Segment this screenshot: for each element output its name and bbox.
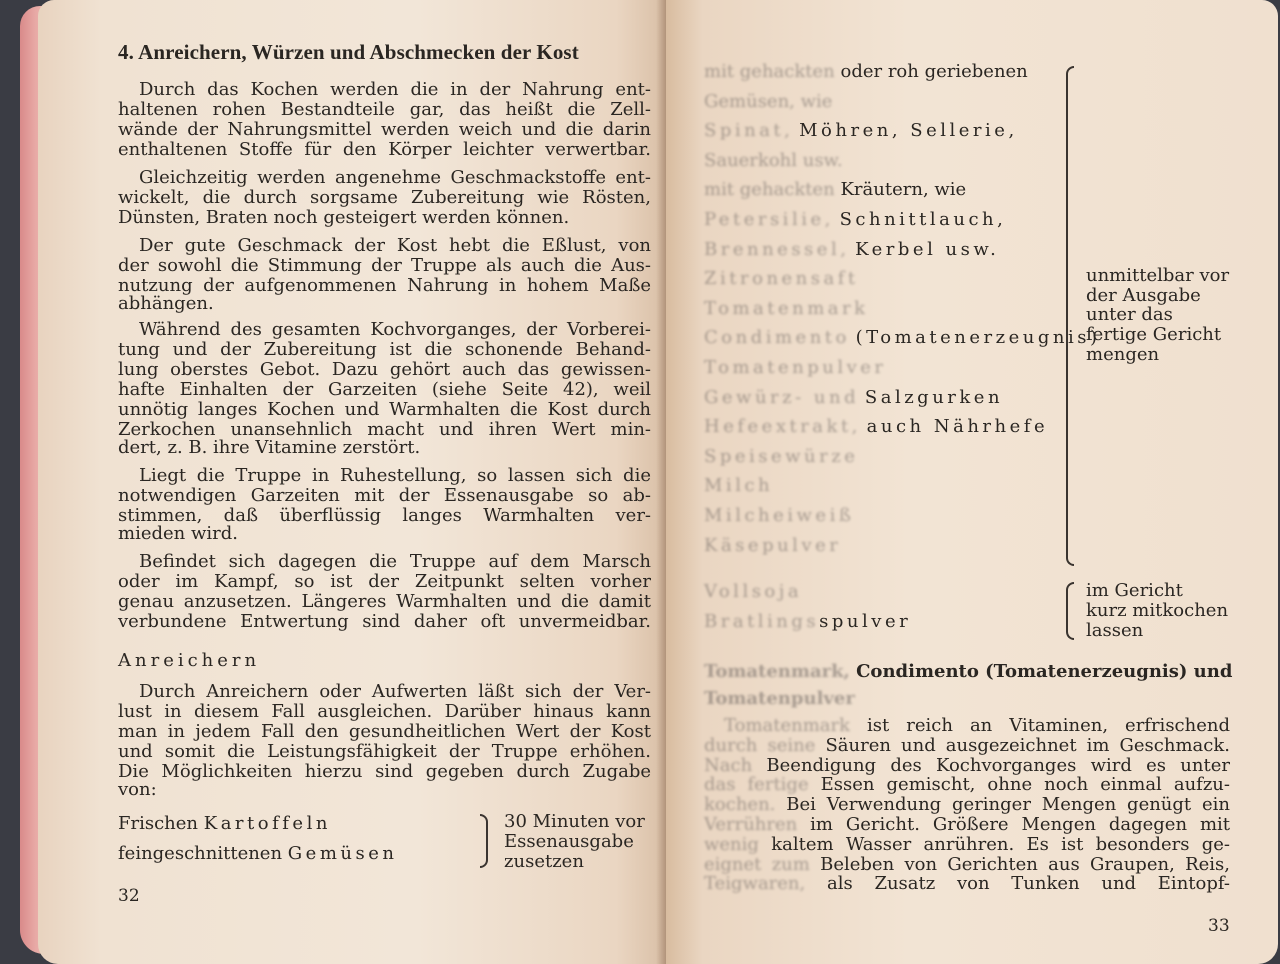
left-page [38, 0, 666, 964]
list-text: spulver [819, 611, 912, 632]
list-text: Salzgurken [864, 386, 1004, 408]
text-line [704, 775, 1230, 795]
faded-text: Gemüsen, wie [704, 90, 833, 112]
list-item [704, 180, 966, 200]
text-line: haltenen rohen Bestandteile gar, das heißt die Zell- [118, 99, 651, 120]
faded-text: Milch [704, 475, 774, 497]
list-item [704, 447, 858, 467]
text-line: Durch Anreichern oder Aufwerten läßt sich der Ver- [139, 681, 651, 702]
list-item [704, 536, 841, 556]
para-text: Essen gemischt, ohne noch einmal aufzu- [820, 774, 1230, 796]
list-item: Frischen Kartoffeln [118, 813, 331, 834]
para-text: Beleben von Gerichten aus Graupen, Reis, [820, 853, 1230, 875]
faded-text: Käsepulver [704, 534, 842, 556]
faded-text: Bratlings [704, 611, 820, 632]
faded-text: Zitronensaft [704, 268, 859, 290]
brace-note-line: mengen [1086, 344, 1160, 365]
faded-text: Tomatenmark [704, 297, 869, 319]
list-item [704, 476, 773, 496]
list-item [704, 506, 854, 526]
text-line [704, 795, 1230, 815]
text-line: lust in diesem Fall ausgleichen. Darüber hinaus kann [118, 701, 651, 722]
section-heading: 4. Anreichern, Würzen und Abschmecken der Kost [118, 40, 579, 64]
faded-text: Vollsoja [704, 581, 803, 602]
para-text: im Gericht. Größere Mengen dagegen mit [810, 814, 1231, 835]
faded-text: wenig [704, 833, 759, 855]
para-text: ist reich an Vitaminen, erfrischend [867, 715, 1230, 736]
list-item [704, 612, 911, 632]
brace-note-line: im Gericht [1086, 580, 1183, 601]
text-line: nutzung der aufgenommenen Nahrung in hohem Maße [118, 275, 651, 296]
brace-note-line: unter das [1086, 304, 1173, 325]
faded-text: Tomatenmark [724, 715, 851, 736]
faded-text: Nach [704, 754, 753, 776]
text-line: Liegt die Truppe in Ruhestellung, so lassen sich die [139, 465, 651, 486]
para-text: Beendigung des Kochvorganges wird es unter [766, 754, 1230, 776]
list-item [704, 240, 999, 260]
faded-text: durch seine [704, 734, 816, 756]
text-line: notwendigen Garzeiten mit der Essenausgabe so ab- [118, 485, 651, 506]
text-line: wände der Nahrungsmittel werden weich und die darin [118, 119, 651, 140]
text-line [704, 855, 1230, 875]
brace-icon [480, 814, 488, 868]
faded-text: Verrühren [704, 814, 798, 835]
text-line: Gleichzeitig werden angenehme Geschmackstoffe ent- [139, 167, 651, 188]
text-line: stimmen, daß überflüssig langes Warmhalten ver- [118, 505, 651, 526]
list-item [704, 582, 802, 602]
text-line: abhängen. [118, 293, 214, 314]
list-item [704, 328, 1100, 348]
list-item [704, 388, 1003, 408]
brace-note-line: zusetzen [504, 851, 584, 872]
section-heading: Tomatenmark, Condimento (Tomatenerzeugnis) und [704, 661, 1233, 682]
list-text: Kerbel usw. [855, 238, 1000, 260]
text-line: Dünsten, Braten noch gesteigert werden können. [118, 207, 570, 228]
brace-note-line: Essenausgabe [504, 831, 634, 852]
faded-text: Speisewürze [704, 445, 859, 467]
text-line [704, 835, 1230, 855]
text-line: tung und der Zubereitung ist die schonende Behand- [118, 339, 651, 360]
faded-text: Petersilie, [704, 209, 834, 230]
section-heading-cont: Tomatenpulver [704, 688, 855, 709]
page-number: 32 [118, 886, 140, 906]
text-line: von: [118, 779, 157, 800]
text-line: unnötig langes Kochen und Warmhalten die Kost durch [118, 399, 651, 420]
text-line: der sowohl die Stimmung der Truppe als auch die Aus- [118, 255, 651, 276]
text-line: lung oberstes Gebot. Dazu gehört auch das gewissen- [118, 359, 651, 380]
para-text: als Zusatz von Tunken und Eintopf- [826, 873, 1230, 895]
list-item [704, 151, 843, 171]
list-item [704, 210, 1006, 230]
list-item [704, 417, 1048, 437]
list-text: oder roh geriebenen [840, 61, 1028, 82]
faded-text: Gewürz- und [704, 386, 860, 408]
faded-text: Teigwaren, [704, 873, 806, 895]
list-item: feingeschnittenen Gemüsen [118, 843, 398, 864]
brace-icon [1066, 582, 1074, 640]
text-line: wickelt, die durch sorgsame Zubereitung wie Rösten, [118, 187, 651, 208]
text-line: und somit die Leistungsfähigkeit der Truppe erhöhen. [118, 741, 651, 762]
faded-text: Brennessel, [704, 238, 850, 260]
faded-text: das fertige [704, 774, 809, 796]
para-text: kaltem Wasser anrühren. Es ist besonders ge- [771, 833, 1230, 855]
text-line [724, 716, 1230, 736]
list-item [704, 358, 887, 378]
list-item [704, 62, 1028, 82]
list-text: Möhren, Sellerie, [799, 120, 1018, 142]
brace-note-line: unmittelbar vor [1086, 265, 1230, 286]
text-line [704, 815, 1230, 835]
subheading: Anreichern [118, 650, 261, 671]
faded-text: mit gehackten [704, 61, 835, 82]
text-line: dert, z. B. ihre Vitamine zerstört. [118, 437, 421, 458]
text-line: man in jedem Fall den gesundheitlichen Wert der Kost [118, 721, 651, 742]
faded-text: Condimento [704, 327, 850, 349]
text-line [704, 756, 1230, 776]
faded-text: mit gehackten [704, 179, 835, 201]
list-item [704, 269, 859, 289]
list-text: auch Nährhefe [866, 416, 1049, 438]
list-text: Kräutern, wie [840, 179, 967, 201]
text-line: mieden wird. [118, 523, 238, 544]
faded-text: Hefeextrakt, [704, 416, 861, 438]
faded-text: Milcheiweiß [704, 505, 855, 526]
faded-text: kochen. [704, 794, 776, 816]
para-text: Säuren und ausgezeichnet im Geschmack. [825, 734, 1230, 756]
text-line: verbundene Entwertung sind daher oft unvermeidbar. [118, 611, 651, 632]
text-line [704, 736, 1230, 756]
brace-note-line: lassen [1086, 620, 1144, 641]
brace-icon [1066, 66, 1074, 566]
text-line [704, 874, 1230, 894]
faded-text: Spinat, [704, 120, 794, 142]
list-text: (Tomatenerzeugnis) [855, 327, 1101, 349]
list-item [704, 299, 869, 319]
faded-text: eignet zum [704, 853, 810, 875]
brace-note-line: der Ausgabe [1086, 285, 1201, 306]
text-line: Die Möglichkeiten hierzu sind gegeben durch Zugabe [118, 761, 651, 782]
brace-note-line: 30 Minuten vor [504, 811, 645, 832]
faded-text: Sauerkohl usw. [704, 149, 843, 171]
faded-text: Tomatenpulver [704, 357, 887, 378]
list-text: Schnittlauch, [839, 209, 1007, 230]
page-number: 33 [1208, 916, 1230, 936]
text-line: Während des gesamten Kochvorganges, der Vorberei- [139, 319, 651, 340]
text-line: Befindet sich dagegen die Truppe auf dem Marsch [139, 551, 651, 572]
text-line: Zerkochen unansehnlich macht und ihren Wert min- [118, 419, 651, 440]
text-line: genau anzusetzen. Längeres Warmhalten und die damit [118, 591, 651, 612]
text-line: enthaltenen Stoffe für den Körper leichter verwertbar. [118, 139, 651, 160]
list-item [704, 92, 832, 112]
list-item [704, 121, 1018, 141]
text-line: oder im Kampf, so ist der Zeitpunkt selten vorher [118, 571, 651, 592]
brace-note-line: fertige Gericht [1086, 324, 1222, 345]
text-line: hafte Einhalten der Garzeiten (siehe Seite 42), weil [118, 379, 651, 400]
brace-note-line: kurz mitkochen [1086, 600, 1229, 621]
para-text: Bei Verwendung geringer Mengen genügt ein [786, 794, 1230, 816]
text-line: Durch das Kochen werden die in der Nahrung ent- [139, 79, 651, 100]
text-line: Der gute Geschmack der Kost hebt die Eßlust, von [139, 235, 651, 256]
right-page [666, 0, 1278, 964]
